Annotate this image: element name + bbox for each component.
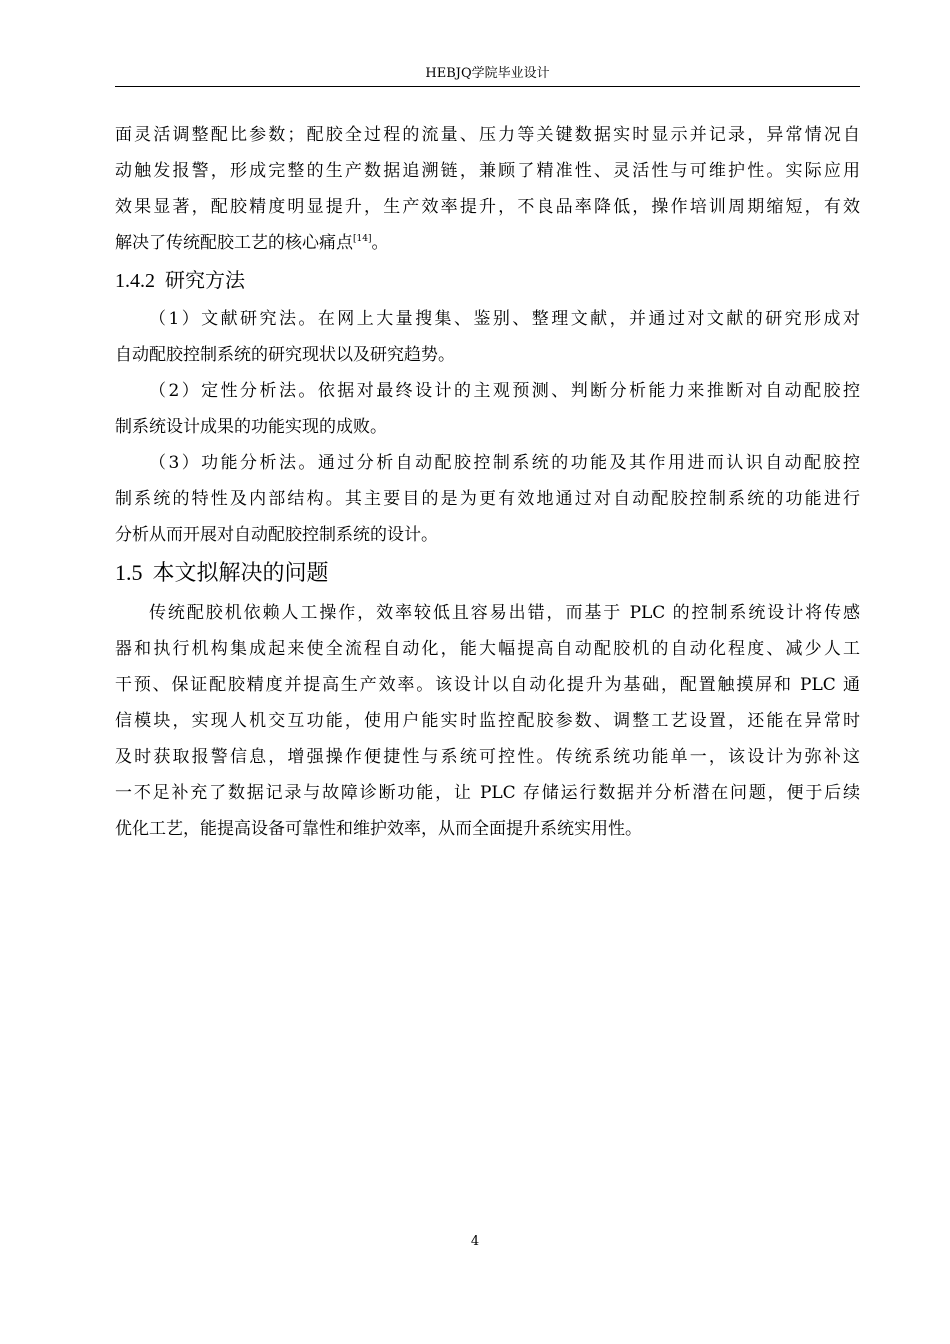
section-title: 研究方法 — [165, 268, 245, 292]
problem-paragraph — [115, 595, 860, 847]
text-line: 面灵活调整配比参数；配胶全过程的流量、压力等关键数据实时显示并记录，异常情况自 — [115, 125, 860, 145]
text-line: 传统配胶机依赖人工操作，效率较低且容易出错，而基于 PLC 的控制系统设计将传感 — [149, 603, 860, 623]
text-line: 及时获取报警信息，增强操作便捷性与系统可控性。传统系统功能单一，该设计为弥补这 — [115, 747, 860, 767]
header-rule — [115, 86, 860, 87]
text-line: 动触发报警，形成完整的生产数据追溯链，兼顾了精准性、灵活性与可维护性。实际应用 — [115, 161, 860, 181]
text-line: 分析从而开展对自动配胶控制系统的设计。 — [115, 525, 438, 545]
text-line: 自动配胶控制系统的研究现状以及研究趋势。 — [115, 345, 455, 365]
section-number: 1.5 — [115, 560, 143, 585]
text-line: 制系统设计成果的功能实现的成败。 — [115, 417, 387, 437]
running-header: HEBJQ学院毕业设计 — [425, 66, 550, 81]
text-fragment: 解决了传统配胶工艺的核心痛点 — [115, 233, 353, 253]
method-item-2 — [115, 373, 860, 445]
page-body — [115, 117, 860, 847]
intro-paragraph — [115, 117, 860, 261]
section-heading-1-4-2 — [115, 261, 860, 301]
citation-ref: [14] — [353, 234, 372, 244]
text-line: 干预、保证配胶精度并提高生产效率。该设计以自动化提升为基础，配置触摸屏和 PLC 通 — [115, 675, 860, 695]
text-line: 器和执行机构集成起来使全流程自动化，能大幅提高自动配胶机的自动化程度、减少人工 — [115, 639, 860, 659]
page-number: 4 — [470, 1234, 480, 1249]
text-line: 信模块，实现人机交互功能，使用户能实时监控配胶参数、调整工艺设置，还能在异常时 — [115, 711, 860, 731]
method-item-1 — [115, 301, 860, 373]
text-line: （2）定性分析法。依据对最终设计的主观预测、判断分析能力来推断对自动配胶控 — [149, 381, 860, 401]
text-line: 优化工艺，能提高设备可靠性和维护效率，从而全面提升系统实用性。 — [115, 819, 642, 839]
section-heading-1-5 — [115, 553, 860, 595]
text-line: 制系统的特性及内部结构。其主要目的是为更有效地通过对自动配胶控制系统的功能进行 — [115, 489, 860, 509]
section-title: 本文拟解决的问题 — [152, 561, 329, 586]
text-line: （1）文献研究法。在网上大量搜集、鉴别、整理文献，并通过对文献的研究形成对 — [149, 309, 860, 329]
text-line: 一不足补充了数据记录与故障诊断功能，让 PLC 存储运行数据并分析潜在问题，便于后续 — [115, 783, 860, 803]
text-fragment: 。 — [371, 233, 389, 253]
text-line: 效果显著，配胶精度明显提升，生产效率提升，不良品率降低，操作培训周期缩短，有效 — [115, 197, 860, 217]
section-number: 1.4.2 — [115, 270, 155, 292]
method-item-3 — [115, 445, 860, 553]
text-line: （3）功能分析法。通过分析自动配胶控制系统的功能及其作用进而认识自动配胶控 — [149, 453, 860, 473]
text-line — [115, 225, 860, 261]
